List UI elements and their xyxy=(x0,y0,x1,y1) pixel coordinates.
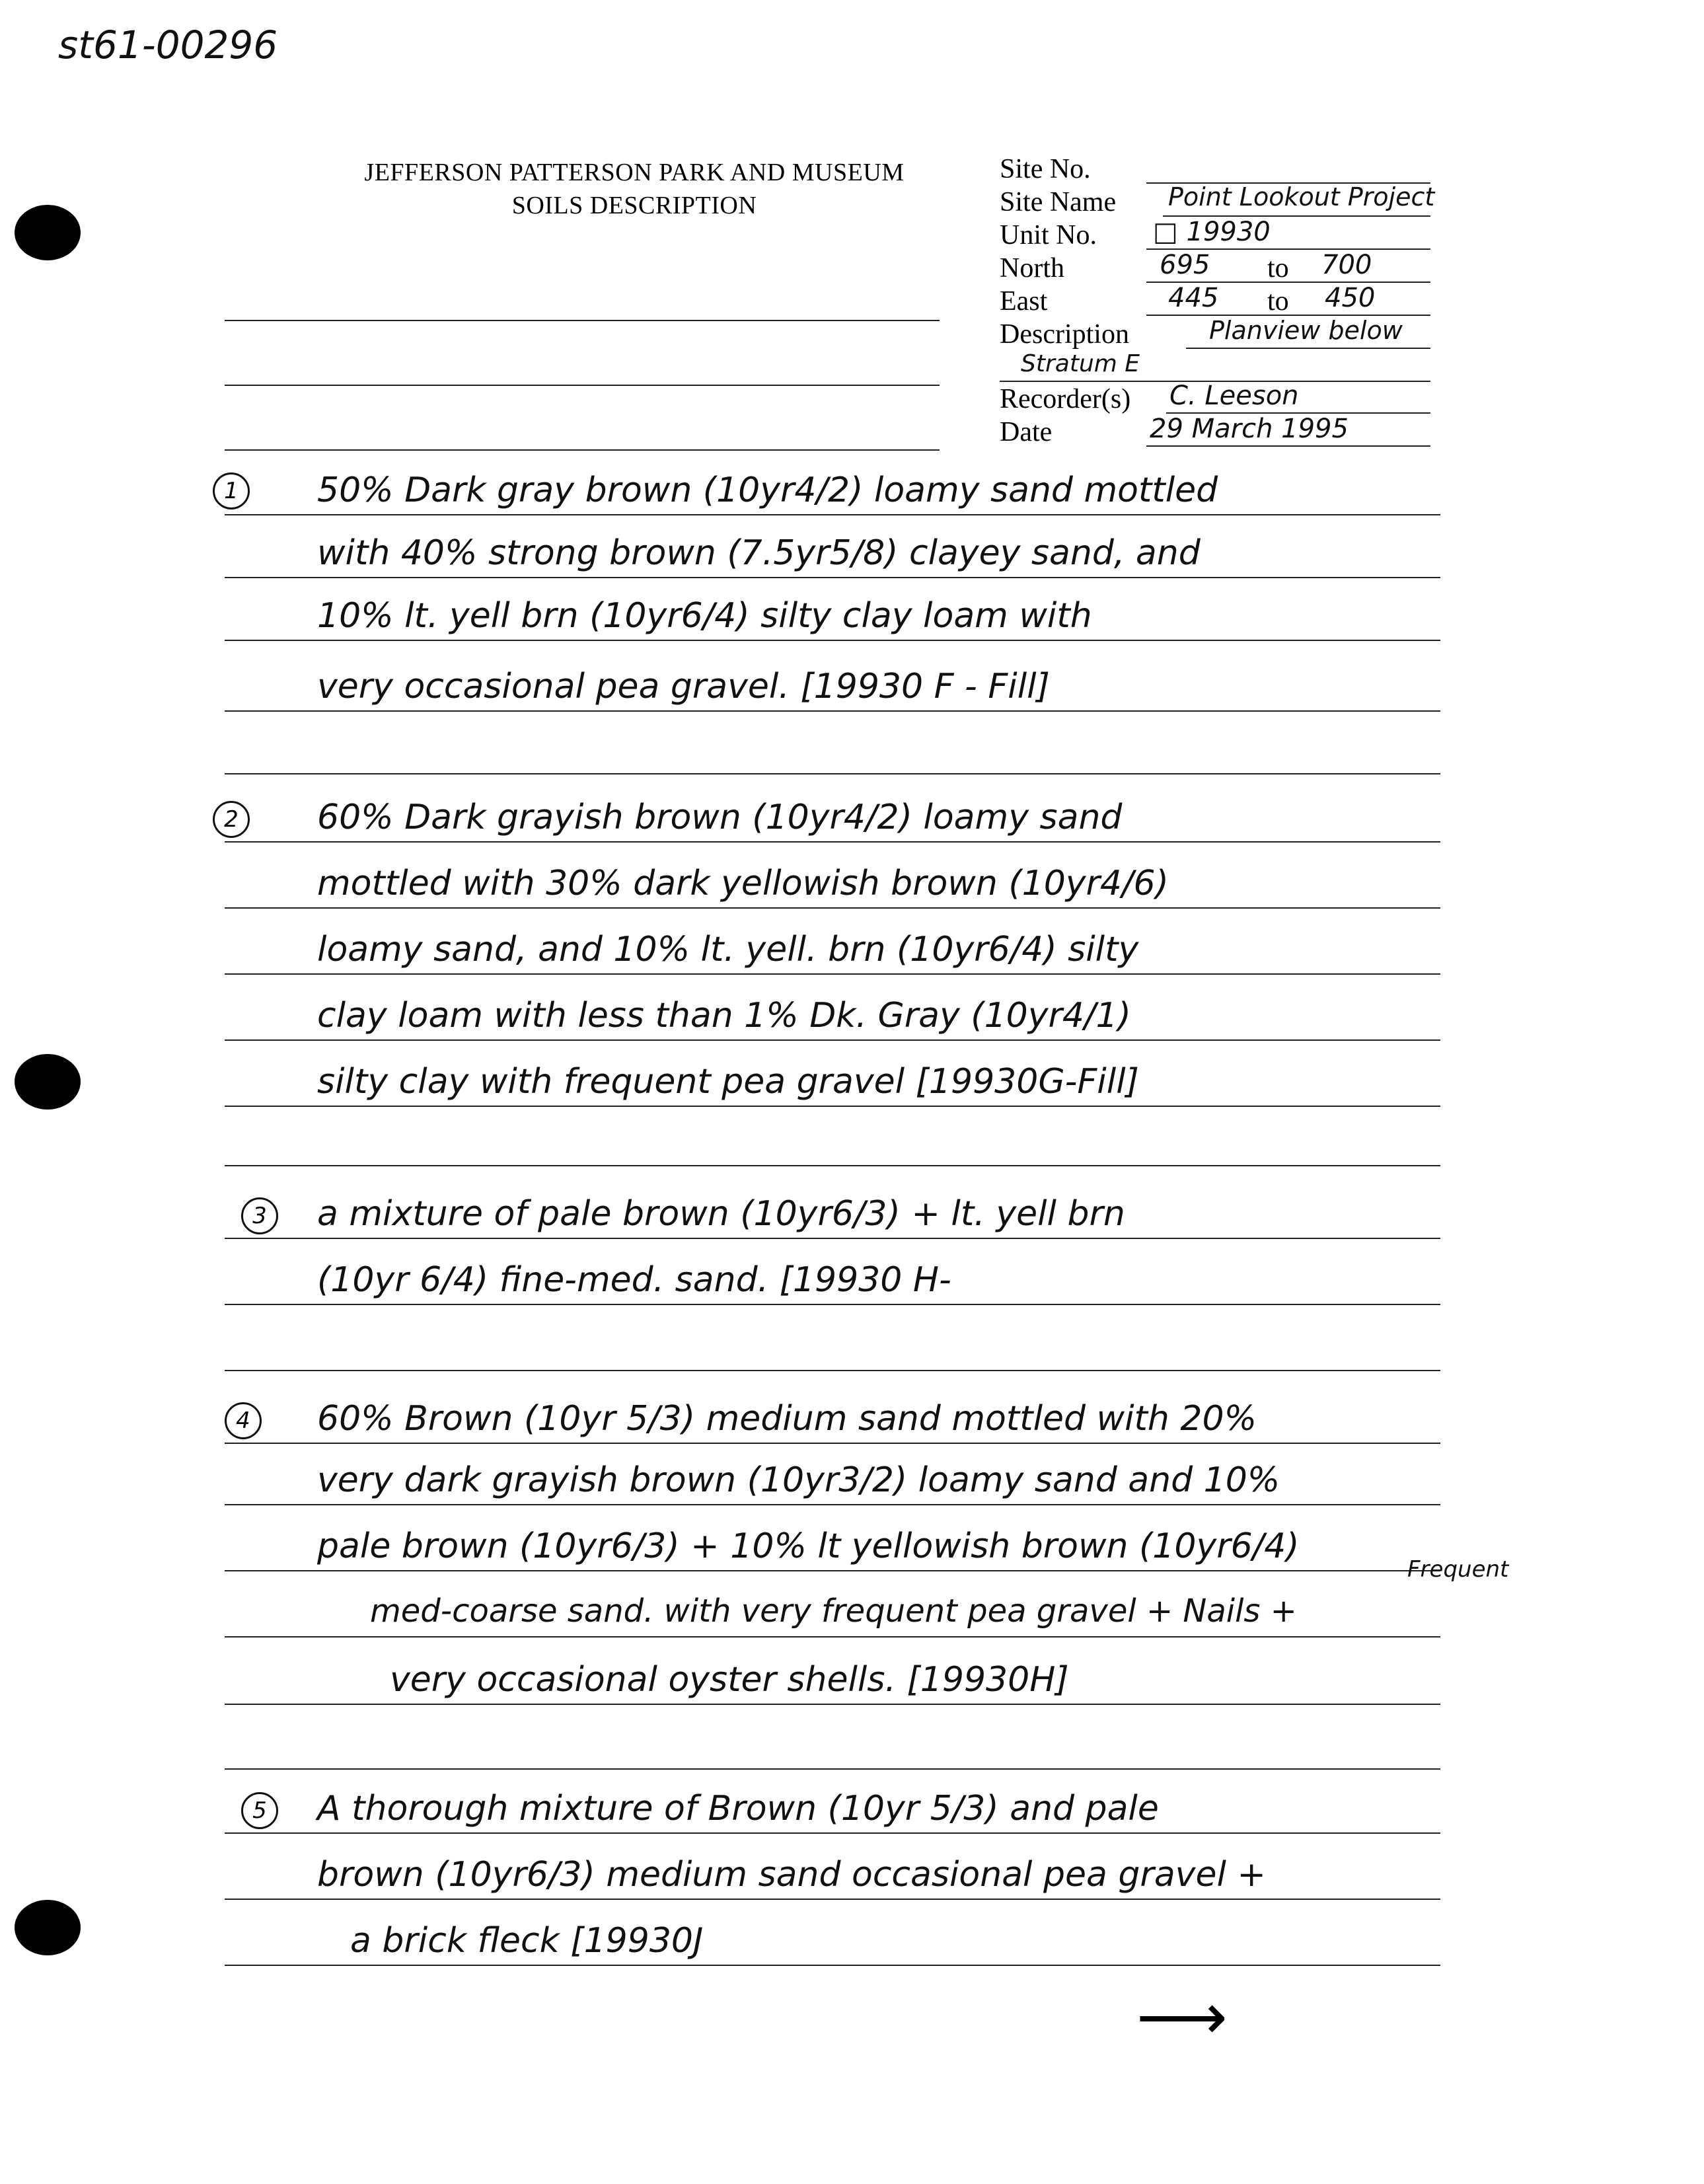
ruled-line xyxy=(225,1304,1440,1305)
document-id: st61-00296 xyxy=(58,22,278,67)
ruled-line xyxy=(225,1165,1440,1166)
description-rule xyxy=(1186,348,1430,349)
entry-line: 10% lt. yell brn (10yr6/4) silty clay loam with xyxy=(317,596,1092,636)
ruled-line xyxy=(225,640,1440,641)
entry-line: pale brown (10yr6/3) + 10% lt yellowish brown (10yr6/4) xyxy=(317,1526,1300,1566)
ruled-line xyxy=(225,1106,1440,1107)
entry-number: 1 xyxy=(213,472,250,509)
site-name-label: Site Name xyxy=(1000,187,1117,217)
entry-line: a brick fleck [19930J xyxy=(350,1921,704,1961)
entry-line: very dark grayish brown (10yr3/2) loamy sand and 10% xyxy=(317,1460,1280,1500)
entry-line: silty clay with frequent pea gravel [19930G-Fill] xyxy=(317,1062,1139,1102)
punch-hole-top xyxy=(15,205,81,260)
entry-line: with 40% strong brown (7.5yr5/8) clayey sand, and xyxy=(317,533,1201,573)
entry-insert-note: Frequent xyxy=(1407,1556,1509,1583)
north-label: North xyxy=(1000,253,1064,283)
entry-number: 3 xyxy=(241,1197,278,1234)
ruled-line xyxy=(225,773,1440,774)
ruled-line xyxy=(225,514,1440,515)
punch-hole-middle xyxy=(15,1054,81,1110)
entry-line: 60% Dark grayish brown (10yr4/2) loamy sand xyxy=(317,798,1123,837)
north-to-label: to xyxy=(1267,253,1289,283)
entry-line: very occasional pea gravel. [19930 F - Fill] xyxy=(317,667,1050,706)
date-value: 29 March 1995 xyxy=(1150,414,1349,444)
ruled-line xyxy=(225,1238,1440,1239)
entry-line: loamy sand, and 10% lt. yell. brn (10yr6/4) silty xyxy=(317,930,1139,969)
ruled-line xyxy=(225,1965,1440,1966)
east-to-value: 450 xyxy=(1325,283,1376,313)
entry-number: 4 xyxy=(225,1402,262,1439)
ruled-line xyxy=(225,1570,1440,1571)
ruled-line xyxy=(225,1704,1440,1705)
site-no-label: Site No. xyxy=(1000,154,1091,184)
blank-line xyxy=(225,320,940,321)
ruled-line xyxy=(225,1768,1440,1770)
ruled-line xyxy=(225,1504,1440,1505)
description-value-line-1: Planview below xyxy=(1209,316,1403,345)
north-from-value: 695 xyxy=(1160,250,1210,280)
east-label: East xyxy=(1000,286,1048,317)
entry-line: very occasional oyster shells. [19930H] xyxy=(390,1660,1069,1700)
date-label: Date xyxy=(1000,417,1053,447)
blank-line xyxy=(225,449,940,451)
east-from-value: 445 xyxy=(1168,283,1219,313)
recorders-label: Recorder(s) xyxy=(1000,384,1131,414)
ruled-line xyxy=(225,1832,1440,1834)
date-rule xyxy=(1146,445,1430,447)
entry-line: med-coarse sand. with very frequent pea gravel + Nails + xyxy=(370,1593,1297,1630)
description-value-line-2: Stratum E xyxy=(1021,350,1140,377)
ruled-line xyxy=(225,577,1440,578)
blank-line xyxy=(225,385,940,386)
entry-line: clay loam with less than 1% Dk. Gray (10yr4/1) xyxy=(317,996,1131,1036)
east-to-label: to xyxy=(1267,286,1289,317)
unit-no-value: □ 19930 xyxy=(1153,217,1271,247)
heading-line-1: JEFFERSON PATTERSON PARK AND MUSEUM xyxy=(364,159,905,186)
entry-line: 60% Brown (10yr 5/3) medium sand mottled with 20% xyxy=(317,1399,1257,1439)
punch-hole-bottom xyxy=(15,1900,81,1955)
ruled-line xyxy=(225,841,1440,843)
ruled-line xyxy=(225,1899,1440,1900)
ruled-line xyxy=(225,1039,1440,1041)
entry-number: 5 xyxy=(241,1792,278,1829)
unit-no-label: Unit No. xyxy=(1000,220,1097,250)
recorders-value: C. Leeson xyxy=(1169,381,1299,411)
ruled-line xyxy=(225,710,1440,712)
entry-line: brown (10yr6/3) medium sand occasional pea gravel + xyxy=(317,1855,1266,1895)
continue-arrow-icon: ⟶ xyxy=(1136,1980,1228,2054)
entry-line: (10yr 6/4) fine-med. sand. [19930 H- xyxy=(317,1260,951,1300)
form-heading xyxy=(330,156,938,222)
entry-line: A thorough mixture of Brown (10yr 5/3) and pale xyxy=(317,1789,1159,1828)
north-to-value: 700 xyxy=(1321,250,1372,280)
description-label: Description xyxy=(1000,319,1129,350)
ruled-line xyxy=(225,973,1440,975)
ruled-line xyxy=(225,1443,1440,1444)
heading-line-2: SOILS DESCRIPTION xyxy=(511,192,757,219)
ruled-line xyxy=(225,1636,1440,1638)
entry-number: 2 xyxy=(213,801,250,838)
entry-line: 50% Dark gray brown (10yr4/2) loamy sand mottled xyxy=(317,471,1218,510)
entry-line: a mixture of pale brown (10yr6/3) + lt. yell brn xyxy=(317,1194,1125,1234)
site-name-value: Point Lookout Project xyxy=(1168,182,1435,211)
ruled-line xyxy=(225,1370,1440,1371)
entry-line: mottled with 30% dark yellowish brown (10yr4/6) xyxy=(317,864,1169,903)
ruled-line xyxy=(225,907,1440,909)
